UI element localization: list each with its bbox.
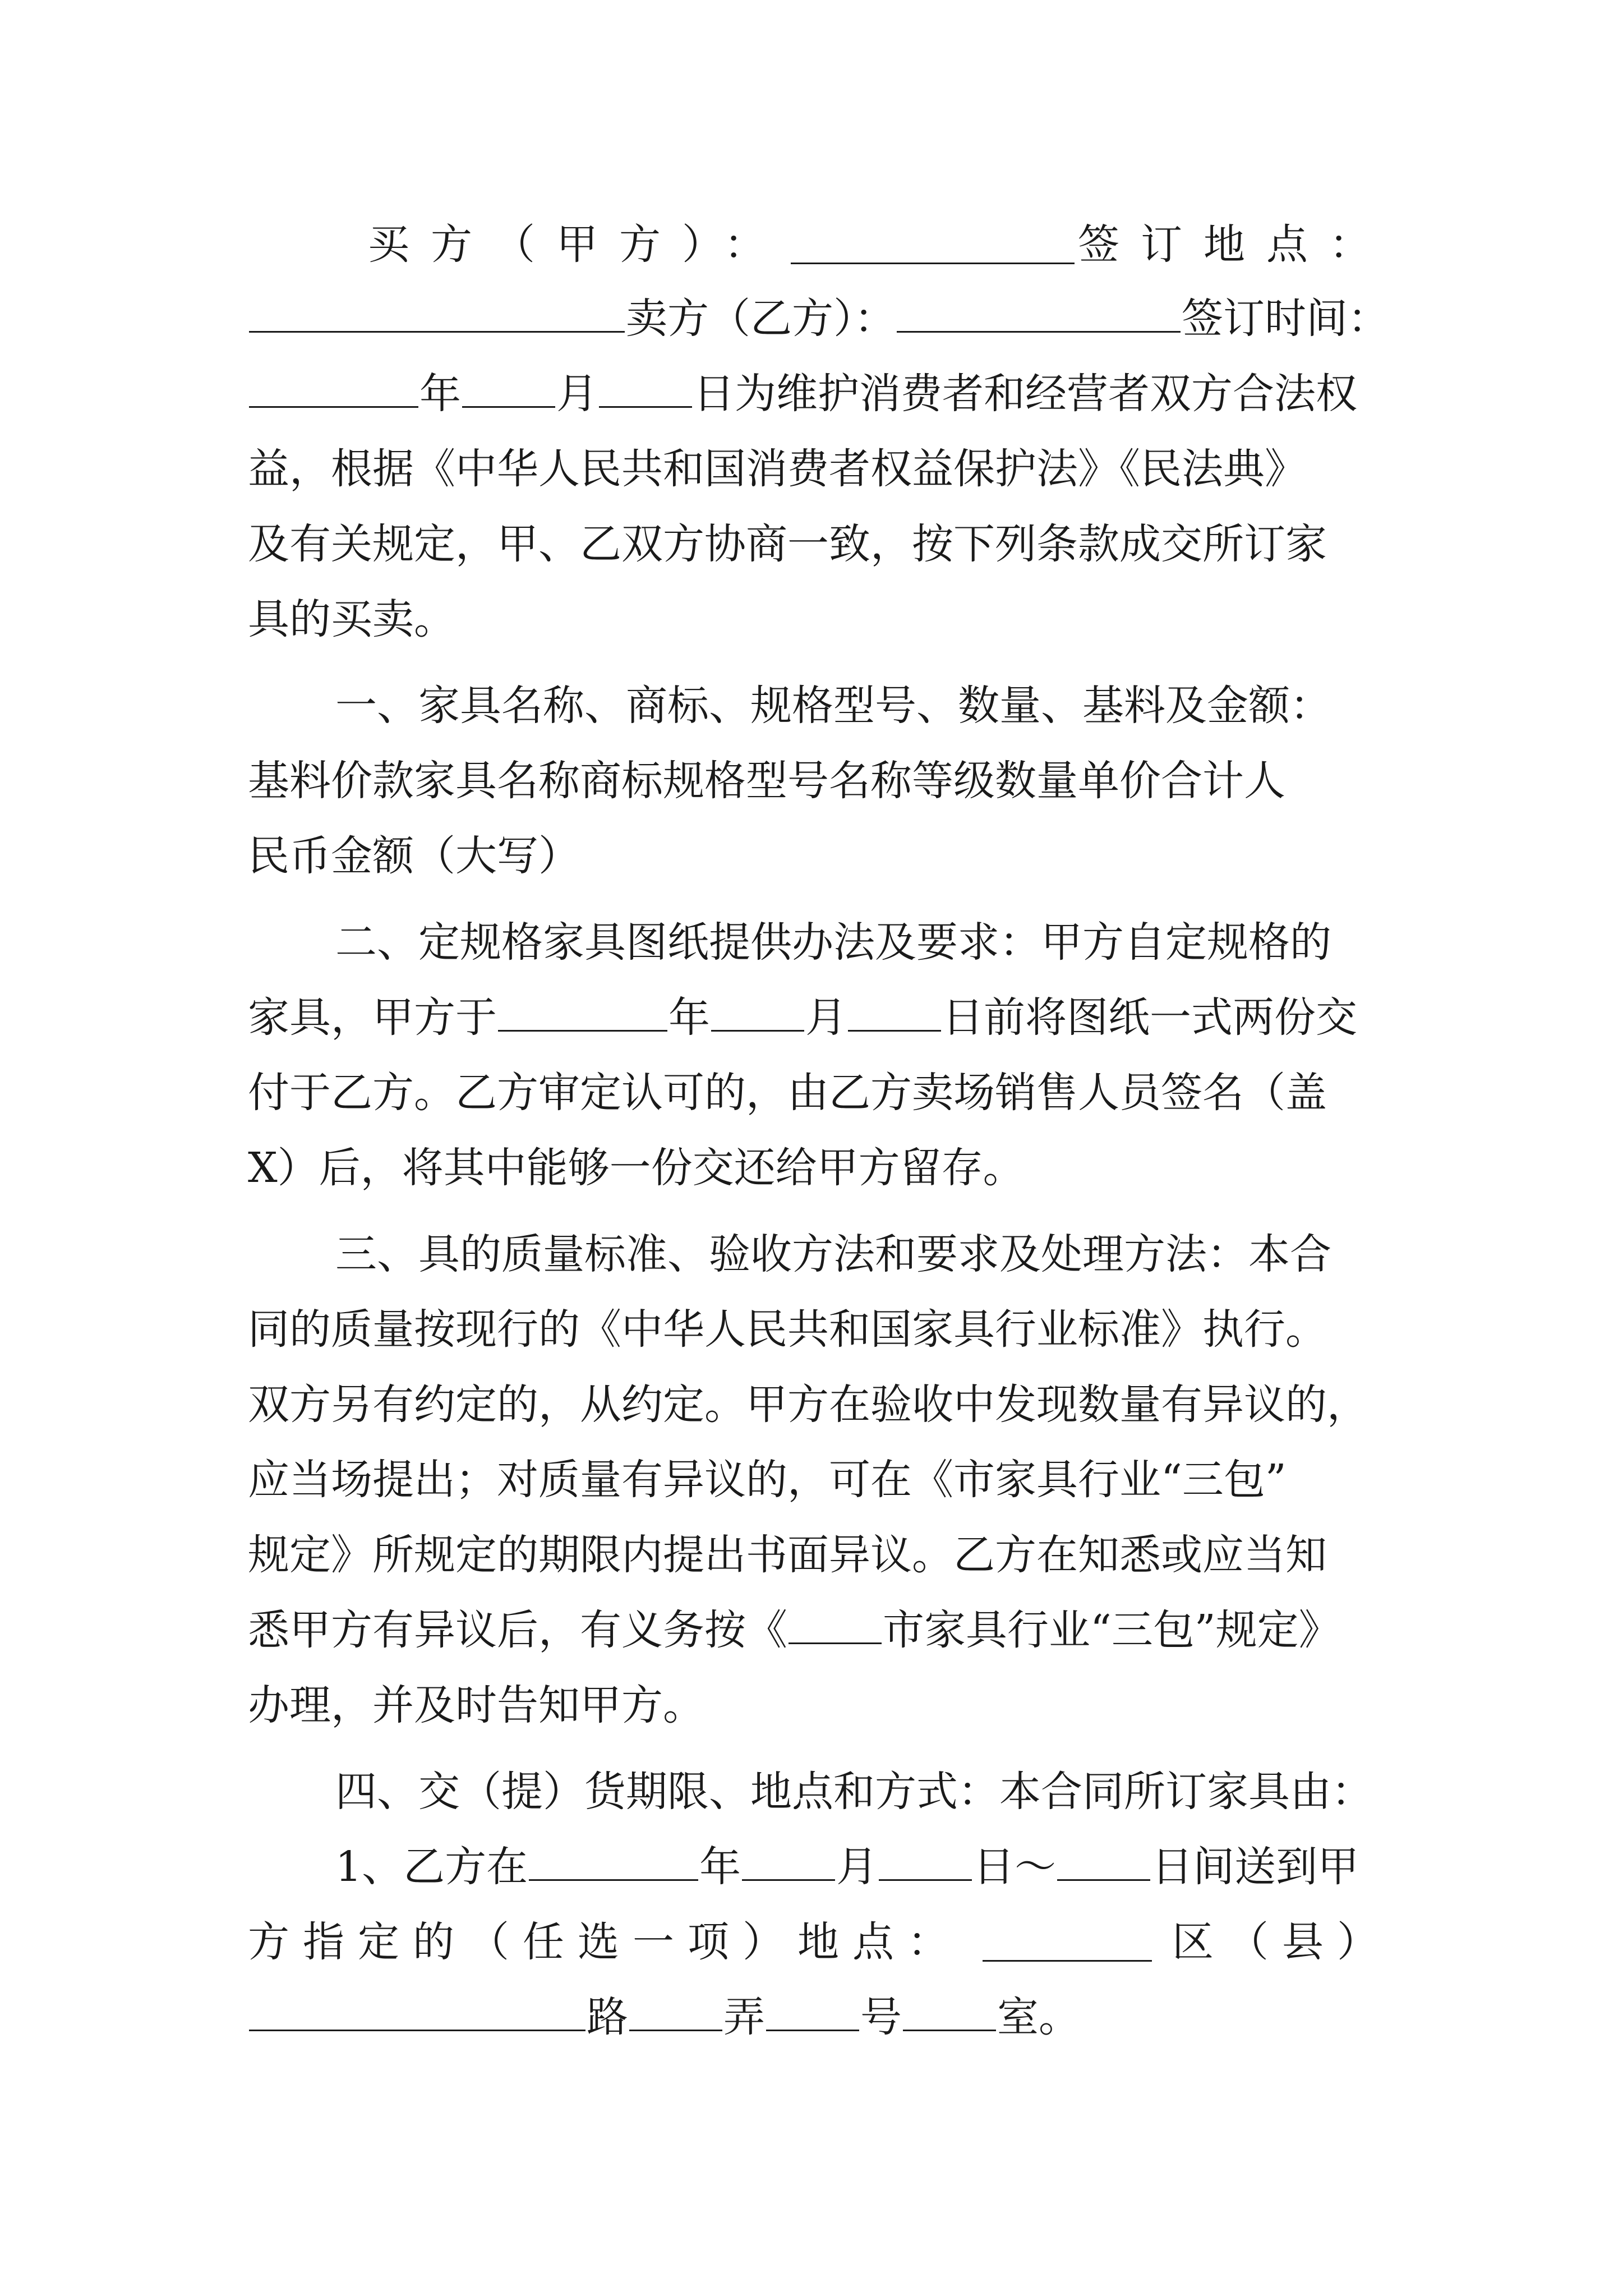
number-blank[interactable] (766, 1993, 859, 2031)
paragraph-line: 双方另有约定的，从约定。甲方在验收中发现数量有异议的， (248, 1381, 1368, 1429)
seller-label: 卖方（乙方）： (626, 295, 896, 343)
sign-place-label: 签订地点： (1078, 220, 1392, 269)
month-blank[interactable] (462, 369, 555, 408)
seller-blank[interactable] (897, 294, 1181, 333)
sign-place-blank[interactable] (249, 294, 625, 333)
paragraph-line: 办理，并及时告知甲方。 (248, 1681, 704, 1729)
day-blank[interactable] (599, 369, 692, 408)
paragraph-line: 规定》所规定的期限内提出书面异议。乙方在知悉或应当知 (248, 1531, 1327, 1579)
paragraph-line: X）后，将其中能够一份交还给甲方留存。 (248, 1144, 1025, 1192)
objection-text: 悉甲方有异议后，有义务按《 (248, 1606, 787, 1654)
paragraph-line: 付于乙方。乙方审定认可的，由乙方卖场销售人员签名（盖 (248, 1069, 1327, 1117)
buyer-label: 买方（甲方）： (368, 220, 787, 269)
month-label: 月 (836, 1843, 878, 1891)
address-label: 方指定的（任选一项）地点： (248, 1918, 962, 1966)
buyer-blank[interactable] (791, 226, 1075, 264)
furniture-text: 家具，甲方于 (248, 993, 497, 1042)
drawing-month-blank[interactable] (711, 993, 804, 1032)
year-label: 年 (668, 993, 710, 1042)
year-label: 年 (419, 370, 461, 418)
regulation-text: 市家具行业“三包”规定》 (883, 1606, 1340, 1654)
drawing-year-blank[interactable] (498, 993, 667, 1032)
lane-blank[interactable] (629, 1993, 722, 2031)
sign-time-label: 签订时间： (1182, 295, 1389, 343)
district-label: 区（县） (1172, 1918, 1392, 1966)
district-blank[interactable] (983, 1923, 1152, 1962)
paragraph-line: 基料价款家具名称商标规格型号名称等级数量单价合计人 (248, 757, 1285, 805)
section-three-heading: 三、具的质量标准、验收方法和要求及处理方法：本合 (335, 1230, 1331, 1278)
drawing-day-blank[interactable] (848, 993, 941, 1032)
paragraph-line: 益，根据《中华人民共和国消费者权益保护法》《民法典》 (248, 445, 1306, 493)
purpose-text: 日为维护消费者和经营者双方合法权 (693, 370, 1357, 418)
delivery-year-blank[interactable] (529, 1842, 698, 1881)
drawing-date-line (248, 990, 1392, 1046)
paragraph-line: 具的买卖。 (248, 595, 455, 643)
year-blank[interactable] (249, 369, 418, 408)
room-label: 室。 (997, 1993, 1080, 2041)
city-blank[interactable] (789, 1605, 882, 1644)
year-label: 年 (699, 1843, 741, 1891)
date-line (248, 366, 1392, 422)
section-two-heading: 二、定规格家具图纸提供办法及要求：甲方自定规格的 (335, 918, 1331, 967)
drawing-text: 日前将图纸一式两份交 (942, 993, 1357, 1042)
month-label: 月 (805, 993, 847, 1042)
delivery-day-start-blank[interactable] (879, 1842, 972, 1881)
month-label: 月 (556, 370, 598, 418)
paragraph-line: 同的质量按现行的《中华人民共和国家具行业标准》执行。 (248, 1305, 1327, 1354)
delivery-month-blank[interactable] (742, 1842, 835, 1881)
buyer-line (368, 217, 1392, 273)
delivery-to-text: 日间送到甲 (1151, 1843, 1359, 1891)
road-blank[interactable] (249, 1993, 585, 2031)
paragraph-line: 应当场提出；对质量有异议的，可在《市家具行业“三包” (248, 1456, 1287, 1504)
lane-label: 弄 (723, 1993, 765, 2041)
road-label: 路 (587, 1993, 628, 2041)
room-blank[interactable] (903, 1993, 996, 2031)
three-guarantee-line (248, 1602, 1392, 1658)
delivery-text: 1、乙方在 (335, 1843, 528, 1891)
paragraph-line: 民币金额（大写） (248, 832, 580, 880)
delivery-day-end-blank[interactable] (1057, 1842, 1150, 1881)
street-line (248, 1989, 1392, 2045)
delivery-date-line (335, 1839, 1392, 1895)
number-label: 号 (860, 1993, 902, 2041)
seller-line (248, 291, 1392, 347)
paragraph-line: 及有关规定，甲、乙双方协商一致，按下列条款成交所订家 (248, 520, 1327, 568)
section-four-heading: 四、交（提）货期限、地点和方式：本合同所订家具由： (335, 1768, 1373, 1816)
day-range-label: 日～ (973, 1843, 1057, 1891)
section-one-heading: 一、家具名称、商标、规格型号、数量、基料及金额： (335, 682, 1331, 730)
address-line (248, 1914, 1392, 1970)
